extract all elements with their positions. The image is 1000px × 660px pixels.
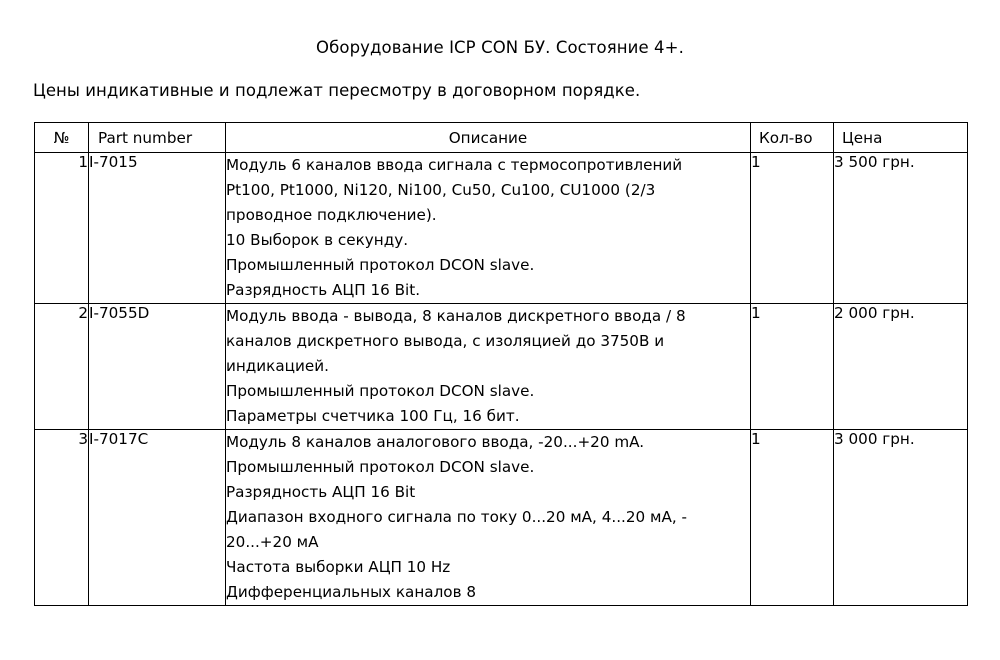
cell-quantity: 1 xyxy=(751,304,834,430)
description-line: 20...+20 мА xyxy=(226,533,319,551)
column-header-quantity: Кол-во xyxy=(751,123,834,153)
page-subtitle: Цены индикативные и подлежат пересмотру в договорном порядке. xyxy=(33,81,641,100)
cell-description xyxy=(226,153,751,304)
description-line: Частота выборки АЦП 10 Hz xyxy=(226,558,451,576)
table-row xyxy=(35,304,968,430)
cell-price: 3 000 грн. xyxy=(834,430,968,606)
column-header-number: № xyxy=(35,123,89,153)
cell-number: 2 xyxy=(35,304,89,430)
description-line: Промышленный протокол DCON slave. xyxy=(226,458,535,476)
page-title: Оборудование ICP CON БУ. Состояние 4+. xyxy=(316,38,684,57)
table-body xyxy=(35,153,968,606)
cell-number: 1 xyxy=(35,153,89,304)
cell-quantity: 1 xyxy=(751,430,834,606)
description-line: Параметры счетчика 100 Гц, 16 бит. xyxy=(226,407,520,425)
description-line: индикацией. xyxy=(226,357,329,375)
cell-part-number: I-7017C xyxy=(89,430,226,606)
column-header-price: Цена xyxy=(834,123,968,153)
cell-quantity: 1 xyxy=(751,153,834,304)
description-line: проводное подключение). xyxy=(226,206,437,224)
cell-part-number: I-7055D xyxy=(89,304,226,430)
description-line: Разрядность АЦП 16 Bit xyxy=(226,483,416,501)
cell-description xyxy=(226,430,751,606)
table-row xyxy=(35,153,968,304)
description-line: Модуль 6 каналов ввода сигнала с термосопротивлений xyxy=(226,156,683,174)
cell-part-number: I-7015 xyxy=(89,153,226,304)
description-line: Модуль ввода - вывода, 8 каналов дискретного ввода / 8 xyxy=(226,307,686,325)
cell-price: 3 500 грн. xyxy=(834,153,968,304)
table-header xyxy=(35,123,968,153)
description-line: 10 Выборок в секунду. xyxy=(226,231,409,249)
column-header-part-number: Part number xyxy=(89,123,226,153)
description-line: Модуль 8 каналов аналогового ввода, -20...+20 mA. xyxy=(226,433,645,451)
table-header-row xyxy=(35,123,968,153)
cell-description xyxy=(226,304,751,430)
table-row xyxy=(35,430,968,606)
description-line: Дифференциальных каналов 8 xyxy=(226,583,477,601)
equipment-price-table xyxy=(34,122,968,606)
description-line: Промышленный протокол DCON slave. xyxy=(226,256,535,274)
column-header-description: Описание xyxy=(226,123,751,153)
description-line: Промышленный протокол DCON slave. xyxy=(226,382,535,400)
description-line: Разрядность АЦП 16 Bit. xyxy=(226,281,421,299)
cell-number: 3 xyxy=(35,430,89,606)
description-line: Диапазон входного сигнала по току 0...20 мА, 4...20 мА, - xyxy=(226,508,687,526)
cell-price: 2 000 грн. xyxy=(834,304,968,430)
description-line: Pt100, Pt1000, Ni120, Ni100, Cu50, Cu100, CU1000 (2/3 xyxy=(226,181,656,199)
description-line: каналов дискретного вывода, с изоляцией до 3750В и xyxy=(226,332,665,350)
